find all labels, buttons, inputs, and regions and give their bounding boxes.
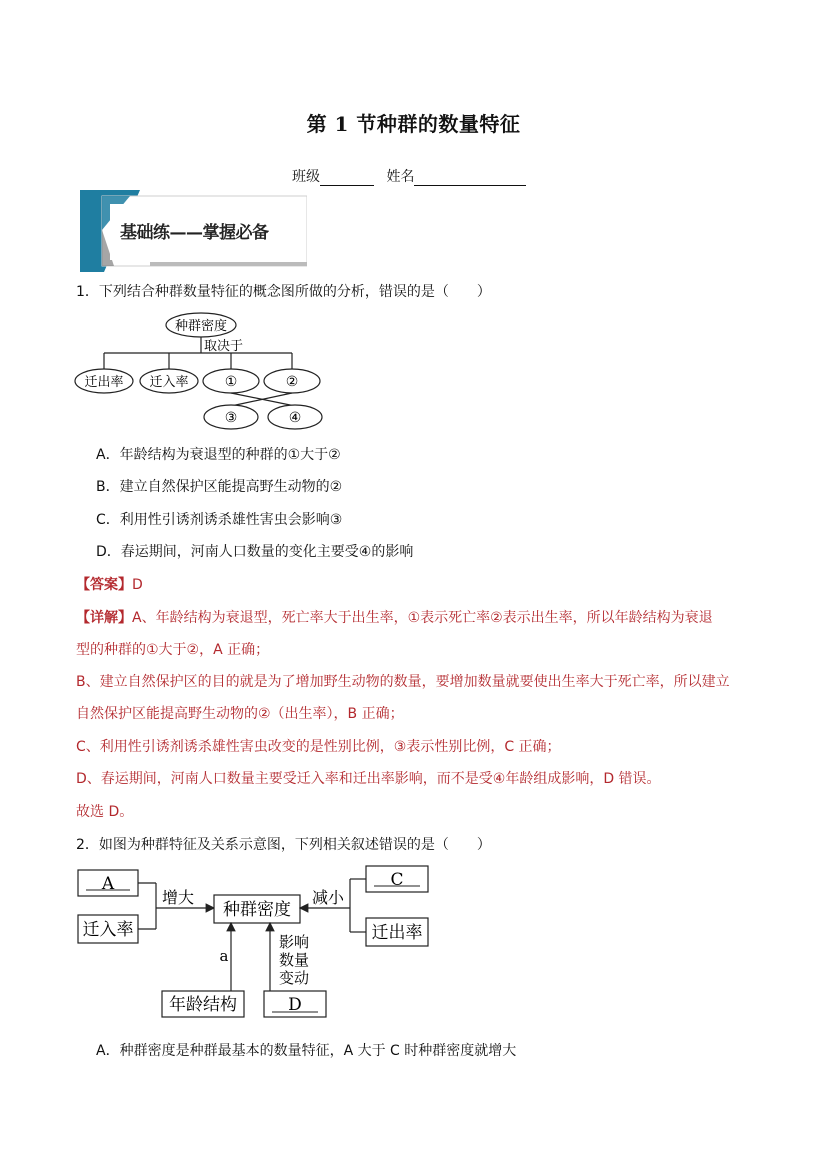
box-population-density-label: 种群密度 [223, 900, 291, 920]
effect-label-1: 影响 [279, 933, 310, 951]
banner-text: 基础练——掌握必备 [120, 223, 269, 243]
section-banner [80, 190, 307, 272]
decrease-label: 减小 [311, 888, 345, 907]
q1-detail-line-7: 故选 D。 [76, 804, 134, 820]
depends-label: 取决于 [204, 339, 244, 354]
q2-relation-diagram [74, 862, 434, 1022]
q1-detail-line-3: B、建立自然保护区的目的就是为了增加野生动物的数量，要增加数量就要使出生率大于死亡率，所以建立 [76, 674, 730, 690]
node-3-label: ③ [224, 410, 238, 426]
q1-detail-line-5: C、利用性引诱剂诱杀雄性害虫改变的是性别比例，③表示性别比例，C 正确； [76, 739, 561, 755]
node-1-label: ① [224, 374, 238, 390]
class-label: 班级 [292, 169, 320, 185]
box-age-structure-label: 年龄结构 [169, 995, 237, 1015]
q1-detail-line-1 [76, 607, 713, 627]
node-population-density-label: 种群密度 [174, 319, 228, 334]
q1-option-c[interactable]: C．利用性引诱剂诱杀雄性害虫会影响③ [96, 512, 343, 528]
q2-stem: 2．如图为种群特征及关系示意图，下列相关叙述错误的是（ ） [76, 837, 491, 853]
increase-label: 增大 [161, 888, 195, 907]
box-emigration-label: 迁出率 [371, 923, 423, 943]
q1-concept-diagram [70, 310, 340, 435]
q1-option-a[interactable]: A．年龄结构为衰退型的种群的①大于② [96, 447, 341, 463]
q1-detail-line-2: 型的种群的①大于②，A 正确； [76, 642, 270, 658]
answer-value: D [132, 577, 143, 593]
q1-detail-line-4: 自然保护区能提高野生动物的②（出生率），B 正确； [76, 706, 404, 722]
q1-option-d[interactable]: D．春运期间，河南人口数量的变化主要受④的影响 [96, 544, 414, 560]
detail-text-1: A、年龄结构为衰退型，死亡率大于出生率，①表示死亡率②表示出生率，所以年龄结构为衰退 [132, 610, 713, 626]
box-d-label: D [288, 995, 302, 1015]
q2-option-a[interactable]: A．种群密度是种群最基本的数量特征，A 大于 C 时种群密度就增大 [96, 1043, 517, 1059]
name-label: 姓名 [386, 169, 415, 185]
page-title: 第 1 节种群的数量特征 [306, 112, 521, 136]
node-immigration-label: 迁入率 [149, 375, 189, 390]
node-2-label: ② [285, 374, 299, 390]
q1-detail-line-6: D、春运期间，河南人口数量主要受迁入率和迁出率影响，而不是受④年龄组成影响，D 错误。 [76, 771, 661, 787]
class-name-line [292, 166, 526, 186]
detail-label: 【详解】 [76, 610, 132, 626]
node-4-label: ④ [288, 410, 302, 426]
box-a-label: A [101, 874, 115, 894]
q1-option-b[interactable]: B．建立自然保护区能提高野生动物的② [96, 479, 343, 495]
effect-label-2: 数量 [279, 951, 310, 969]
node-emigration-label: 迁出率 [84, 375, 124, 390]
q1-answer [76, 574, 143, 594]
name-blank[interactable] [414, 171, 526, 186]
class-blank[interactable] [320, 171, 374, 186]
q1-stem: 1．下列结合种群数量特征的概念图所做的分析，错误的是（ ） [76, 284, 491, 300]
effect-label-3: 变动 [279, 969, 310, 987]
a-label: a [219, 947, 229, 965]
answer-label: 【答案】 [76, 577, 132, 593]
box-c-label: C [390, 870, 404, 890]
box-immigration-label: 迁入率 [82, 920, 134, 940]
